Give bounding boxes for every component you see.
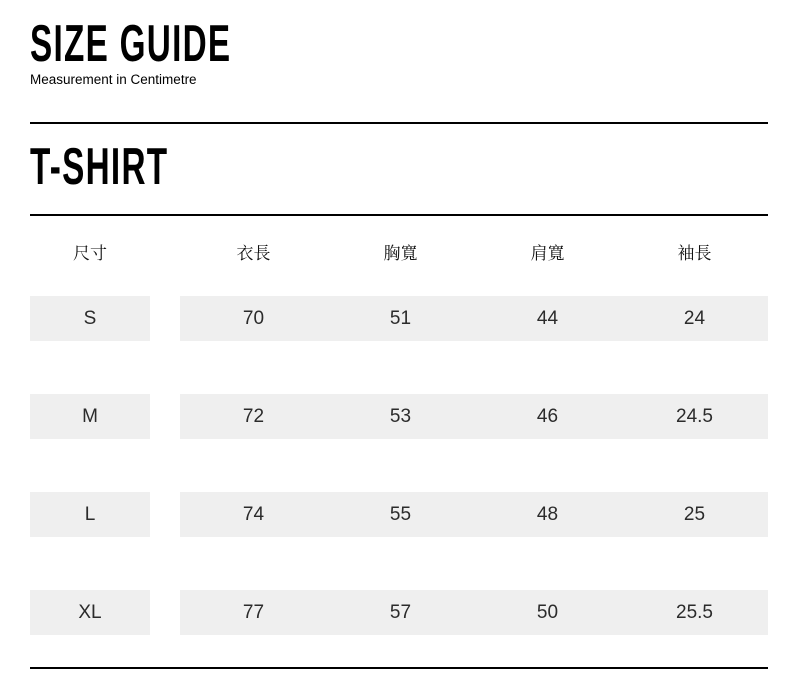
value-cell-chest: 51 bbox=[389, 308, 412, 329]
value-cell-sleeve: 24.5 bbox=[676, 406, 713, 427]
column-header-chest: 胸寬 bbox=[383, 244, 418, 263]
table-header-values bbox=[180, 244, 768, 264]
table-row-l bbox=[30, 492, 768, 537]
value-cell-shoulder: 46 bbox=[536, 406, 559, 427]
column-header-length: 衣長 bbox=[236, 244, 271, 263]
value-cell-shoulder: 50 bbox=[536, 602, 559, 623]
value-cell-sleeve: 25 bbox=[683, 504, 706, 525]
section-heading-tshirt bbox=[30, 138, 768, 196]
section-heading-text: T-SHIRT bbox=[30, 138, 169, 196]
value-cell-sleeve: 24 bbox=[683, 308, 706, 329]
value-cell-length: 77 bbox=[242, 602, 265, 623]
value-cell-chest: 57 bbox=[389, 602, 412, 623]
divider bbox=[30, 214, 768, 216]
row-values bbox=[180, 492, 768, 537]
size-label-cell: M bbox=[30, 394, 150, 439]
value-cell-length: 74 bbox=[242, 504, 265, 525]
value-cell-chest: 53 bbox=[389, 406, 412, 427]
row-values bbox=[180, 590, 768, 635]
table-header-row bbox=[30, 244, 768, 264]
row-values bbox=[180, 296, 768, 341]
size-label-cell: S bbox=[30, 296, 150, 341]
value-cell-sleeve: 25.5 bbox=[676, 602, 713, 623]
divider bbox=[30, 667, 768, 669]
table-row-s bbox=[30, 296, 768, 341]
value-cell-shoulder: 48 bbox=[536, 504, 559, 525]
value-cell-length: 70 bbox=[242, 308, 265, 329]
value-cell-shoulder: 44 bbox=[536, 308, 559, 329]
table-row-xl bbox=[30, 590, 768, 635]
column-header-shoulder: 肩寬 bbox=[530, 244, 565, 263]
page-title-text: SIZE GUIDE bbox=[30, 15, 232, 73]
size-label-cell: XL bbox=[30, 590, 150, 635]
row-values bbox=[180, 394, 768, 439]
column-header-size: 尺寸 bbox=[73, 244, 107, 263]
value-cell-chest: 55 bbox=[389, 504, 412, 525]
column-header-sleeve: 袖長 bbox=[677, 244, 712, 263]
size-table bbox=[30, 244, 768, 635]
measurement-unit-note: Measurement in Centimetre bbox=[30, 72, 197, 87]
size-label-cell: L bbox=[30, 492, 150, 537]
table-row-m bbox=[30, 394, 768, 439]
page-title bbox=[30, 15, 768, 73]
value-cell-length: 72 bbox=[242, 406, 265, 427]
divider bbox=[30, 122, 768, 124]
